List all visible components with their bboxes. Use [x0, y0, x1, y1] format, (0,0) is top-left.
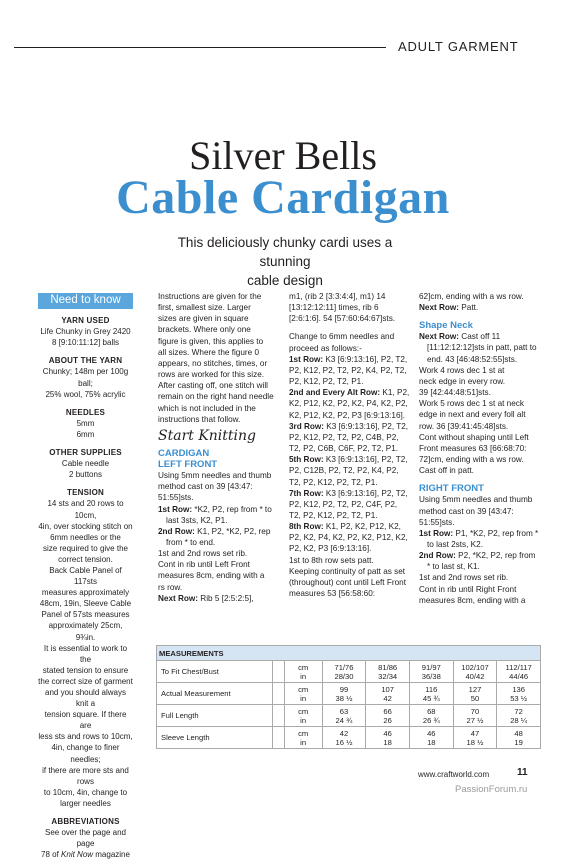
body-line: neck edge in every row. — [419, 376, 506, 386]
row-instruction — [419, 302, 539, 313]
row-label: 2nd Row: — [419, 551, 456, 561]
tension-line: Back Cable Panel of 117sts — [49, 565, 122, 587]
title-line-1: Silver Bells — [189, 133, 377, 178]
tension-line: size required to give the — [43, 543, 128, 553]
table-row — [157, 705, 541, 727]
body-line: measures 8cm, ending with a — [158, 571, 265, 581]
about-yarn-line: 25% wool, 75% acrylic — [45, 389, 126, 399]
table-cell: 71/76 28/30 — [322, 661, 366, 683]
body-line: 39 [42:44:48:51]sts. — [419, 388, 491, 398]
intro-line: all sizes. Where the figure 0 — [158, 347, 260, 357]
table-cell: 47 18 ½ — [453, 727, 497, 749]
table-cell: 102/107 40/42 — [453, 661, 497, 683]
start-knitting-heading: Start Knitting — [158, 427, 256, 444]
shape-neck-heading: Shape Neck — [419, 320, 473, 332]
tension-line: measures approximately — [41, 588, 130, 598]
table-cell: 99 38 ½ — [322, 683, 366, 705]
intro-line: which is not included in the — [158, 403, 256, 413]
row-label: Next Row: — [419, 303, 460, 313]
right-front-heading: RIGHT FRONT — [419, 483, 484, 495]
units-cell: cm in — [284, 727, 322, 749]
table-title: MEASUREMENTS — [157, 646, 541, 661]
abbreviations-text: 78 of — [41, 850, 62, 860]
body-line: measures 53 [56:58:60: — [289, 589, 376, 599]
body-line: Cont in rib until Right Front — [419, 584, 517, 594]
row-text: K3 [6:9:13:16], P2, T2, P2, C12B, P2, T2, P2, K4, P2, T2, P2, K12, P2, T2, P1. — [289, 455, 408, 487]
measurements-table — [156, 645, 541, 749]
tension-line: Panel of 57sts measures — [41, 610, 130, 620]
table-cell: 91/97 36/38 — [409, 661, 453, 683]
title-line-2: Cable Cardigan — [116, 171, 450, 224]
table-row — [157, 727, 541, 749]
intro-line: figure is given, this applies to — [158, 336, 264, 346]
row-instruction — [158, 504, 282, 526]
body-line: row. 36 [39:41:45:48]sts. — [419, 421, 509, 431]
table-cell: 63 24 ¾ — [322, 705, 366, 727]
row-text: K1, P2, K2, P12, K2, P2, K2, P4, K2, P2, K2, P12, K2, P2, P3 [6:9:13:16]. — [289, 388, 410, 420]
header-rule — [14, 47, 386, 48]
body-line: [13:12:12:11] times, rib 6 — [289, 303, 379, 313]
row-label: Next Row: — [419, 332, 460, 342]
table-cell: 70 27 ½ — [453, 705, 497, 727]
about-yarn-line: Chunky; 148m per 100g ball; — [42, 367, 129, 388]
row-text: P1, *K2, P2, rep from * to last 2sts, K2. — [427, 528, 539, 549]
row-text: Cast off 11 [11:12:12:12]sts in patt, patt to end. 43 [46:48:52:55]sts. — [427, 332, 537, 364]
body-line: [2:6:1:6]. 54 [57:60:64:67]sts. — [289, 314, 396, 324]
yarn-used-line: Life Chunky in Grey 2420 — [40, 327, 131, 337]
table-cell: 42 16 ½ — [322, 727, 366, 749]
intro-line: instructions that follow. — [158, 414, 241, 424]
abbreviations-line: See over the page and page — [45, 828, 126, 849]
body-line: (throughout) cont until Left Front — [289, 577, 406, 587]
intro-line: After casting off, one stitch will — [158, 381, 268, 391]
table-cell: 127 50 — [453, 683, 497, 705]
row-label: 3rd Row: — [289, 421, 325, 431]
row-label: 1st Row: — [289, 354, 324, 364]
body-line: Cont in rib until Left Front — [158, 560, 250, 570]
needles-line: 6mm — [76, 429, 95, 439]
tension-line: 14 sts and 20 rows to 10cm, — [47, 499, 124, 520]
body-line: Work 5 rows dec 1 st at neck — [419, 399, 524, 409]
body-line: Change to 6mm needles and — [289, 332, 395, 342]
body-line: rs row. — [158, 582, 183, 592]
row-instruction — [289, 387, 411, 420]
row-text: K3 [6:9:13:16], P2, T2, P2, K12, P2, T2, P2, C4F, P2, T2, P2, K12, P2, T2, P1. — [289, 488, 408, 520]
intro-line: rows are worked for this size. — [158, 370, 265, 380]
tension-title: TENSION — [67, 488, 104, 498]
row-label: 2nd Row: — [158, 526, 195, 536]
row-instruction — [289, 354, 411, 387]
row-label: Full Length — [157, 705, 273, 727]
body-line: 51:55]sts. — [158, 493, 194, 503]
table-cell: 68 26 ¾ — [409, 705, 453, 727]
row-instruction — [419, 331, 539, 364]
row-label: 2nd and Every Alt Row: — [289, 388, 381, 398]
table-cell: 136 53 ½ — [497, 683, 541, 705]
table-cell: 46 18 — [409, 727, 453, 749]
tension-line: approximately 25cm, 9¾in. — [48, 621, 123, 642]
row-text: K1, P2, K2, P12, K2, P2, K2, P4, K2, P2, K2, P12, K2, P2, K2, P3 [6:9:13:16]. — [289, 522, 408, 554]
abbreviations-tail: magazine — [93, 850, 130, 860]
pattern-column-2 — [289, 291, 411, 599]
table-cell: 72 28 ¼ — [497, 705, 541, 727]
row-label: 8th Row: — [289, 522, 324, 532]
body-line: edge in next and every foll alt — [419, 410, 526, 420]
body-line: Keeping continuity of patt as set — [289, 566, 406, 576]
intro-line: Instructions are given for the — [158, 292, 262, 301]
body-line: 72]cm, ending with a ws row. — [419, 455, 524, 465]
row-text: K3 [6:9:13:16], P2, T2, P2, K12, P2, T2, P2, C4B, P2, T2, P2, C6B, C6F, P2, T2, P1. — [289, 421, 409, 454]
units-cell: cm in — [284, 661, 322, 683]
table-row — [157, 661, 541, 683]
tension-line: if there are more sts and rows — [42, 765, 129, 786]
abbreviations-title: ABBREVIATIONS — [51, 817, 120, 827]
table-cell: 81/86 32/34 — [366, 661, 410, 683]
body-line: Cast off in patt. — [419, 466, 474, 476]
body-line: proceed as follows:- — [289, 343, 362, 353]
other-supplies-title: OTHER SUPPLIES — [49, 448, 122, 458]
table-cell: 116 45 ¾ — [409, 683, 453, 705]
table-row — [157, 683, 541, 705]
body-line: Front measures 63 [66:68:70: — [419, 443, 527, 453]
row-instruction — [158, 593, 282, 604]
body-line: Using 5mm needles and thumb — [419, 495, 533, 505]
intro-line: sizes are given in square — [158, 314, 249, 324]
row-label: Next Row: — [158, 593, 199, 603]
row-instruction — [289, 454, 411, 487]
table-cell: 46 18 — [366, 727, 410, 749]
row-instruction — [289, 421, 411, 454]
tension-line: the correct size of garment — [38, 676, 133, 686]
subtitle-line-1: This deliciously chunky cardi uses a stunning — [177, 235, 393, 269]
table-cell: 107 42 — [366, 683, 410, 705]
cardigan-heading: CARDIGAN — [158, 448, 210, 460]
pattern-column-1 — [158, 291, 282, 604]
row-text: *K2, P2, rep from * to last 3sts, K2, P1. — [166, 504, 272, 525]
body-line: 62]cm, ending with a ws row. — [419, 292, 524, 301]
page-number: 11 — [517, 767, 528, 778]
row-text: K1, P2, *K2, P2, rep from * to end. — [166, 526, 271, 547]
intro-line: remain on the right hand needle — [158, 392, 274, 402]
subtitle — [170, 233, 400, 290]
body-line: 1st to 8th row sets patt. — [289, 555, 374, 565]
body-line: 1st and 2nd rows set rib. — [419, 573, 509, 583]
tension-line: tension square. If there are — [44, 710, 127, 731]
row-text: Patt. — [459, 303, 479, 313]
units-cell: cm in — [284, 683, 322, 705]
row-label: Sleeve Length — [157, 727, 273, 749]
about-yarn-title: ABOUT THE YARN — [48, 356, 123, 366]
tension-line: and you should always knit a — [45, 688, 126, 709]
yarn-used-title: YARN USED — [61, 316, 110, 326]
tension-line: 4in, change to finer needles; — [51, 743, 120, 764]
intro-line: first, smallest size. Larger — [158, 303, 251, 313]
intro-line: appears, no stitches, times, or — [158, 358, 268, 368]
tension-line: It is essential to work to the — [43, 643, 128, 664]
row-label: 5th Row: — [289, 455, 324, 465]
row-instruction — [289, 521, 411, 554]
row-label: 1st Row: — [419, 528, 454, 538]
body-line: m1, (rib 2 [3:3:4:4], m1) 14 — [289, 292, 386, 301]
subtitle-line-2: cable design — [247, 273, 323, 288]
tension-line: stated tension to ensure — [42, 665, 129, 675]
body-line: Using 5mm needles and thumb — [158, 471, 272, 481]
abbreviations-line — [38, 849, 133, 860]
body-line: Cont without shaping until Left — [419, 432, 529, 442]
pattern-column-3 — [419, 291, 539, 606]
row-instruction — [419, 528, 539, 550]
table-cell: 66 26 — [366, 705, 410, 727]
row-label: Actual Measurement — [157, 683, 273, 705]
body-line: Work 4 rows dec 1 st at — [419, 365, 505, 375]
yarn-used-line: 8 [9:10:11:12] balls — [51, 338, 119, 348]
watermark: PassionForum.ru — [455, 784, 528, 795]
other-supplies-line: 2 buttons — [69, 470, 102, 480]
left-front-heading: LEFT FRONT — [158, 459, 218, 471]
body-line: method cast on 39 [43:47: — [158, 482, 253, 492]
tension-line: to 10cm, 4in, change to — [43, 787, 128, 797]
row-label: To Fit Chest/Bust — [157, 661, 273, 683]
row-text: P2, *K2, P2, rep from * to last st, K1. — [427, 551, 536, 572]
tension-line: 4in, over stocking stitch on — [38, 521, 133, 531]
row-label: 7th Row: — [289, 488, 324, 498]
tension-line: 48cm, 19in, Sleeve Cable — [39, 599, 132, 609]
need-to-know-sidebar — [38, 293, 133, 860]
body-line: 51:55]sts. — [419, 517, 455, 527]
row-text: Rib 5 [2:5:2:5], — [198, 593, 254, 603]
table-cell: 112/117 44/46 — [497, 661, 541, 683]
footer-url: www.craftworld.com — [418, 770, 490, 779]
units-cell: cm in — [284, 705, 322, 727]
needles-title: NEEDLES — [65, 407, 106, 417]
other-supplies-line: Cable needle — [61, 459, 110, 469]
section-label: ADULT GARMENT — [398, 39, 519, 54]
tension-line: larger needles — [60, 798, 111, 808]
row-instruction — [289, 488, 411, 521]
tension-line: 6mm needles or the — [50, 532, 121, 542]
body-line: 1st and 2nd rows set rib. — [158, 549, 248, 559]
body-line: method cast on 39 [43:47: — [419, 506, 514, 516]
row-instruction — [419, 550, 539, 572]
row-instruction — [158, 526, 282, 548]
body-line: measures 8cm, ending with a — [419, 595, 526, 605]
row-label: 1st Row: — [158, 504, 193, 514]
needles-line: 5mm — [76, 418, 95, 428]
table-header-row — [157, 646, 541, 661]
sidebar-heading: Need to know — [38, 293, 133, 309]
tension-line: less sts and rows to 10cm, — [38, 732, 133, 742]
row-text: K3 [6:9:13:16], P2, T2, P2, K12, P2, T2, P2, K4, P2, T2, P2, K12, P2, T2, P1. — [289, 354, 408, 387]
magazine-name: Knit Now — [61, 850, 94, 860]
table-cell: 48 19 — [497, 727, 541, 749]
tension-line: correct tension. — [58, 554, 113, 564]
intro-line: brackets. Where only one — [158, 325, 251, 335]
